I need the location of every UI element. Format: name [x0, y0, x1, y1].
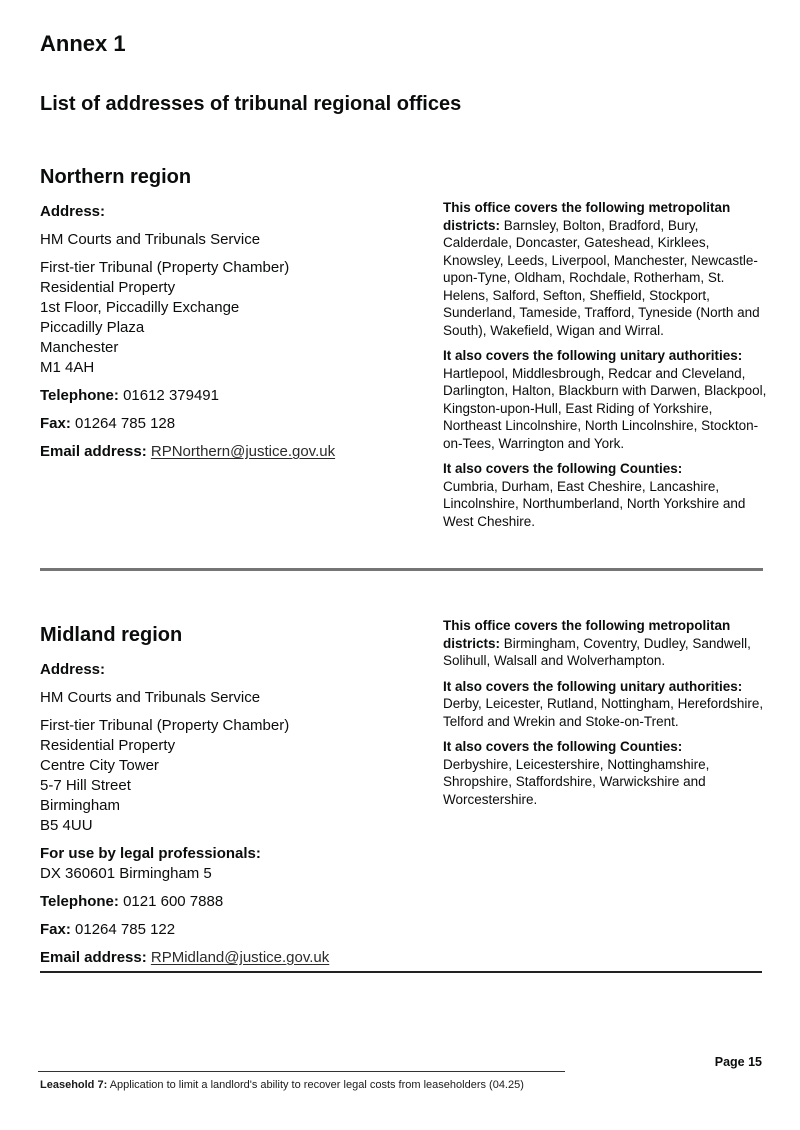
- coverage-paragraph: [443, 678, 769, 731]
- telephone-row: [40, 892, 438, 912]
- coverage-paragraph: [443, 199, 769, 339]
- coverage-text: Birmingham, Coventry, Dudley, Sandwell, Solihull, Walsall and Wolverhampton.: [443, 635, 751, 668]
- address-line: B5 4UU: [40, 817, 93, 834]
- region-heading: Midland region: [40, 624, 183, 646]
- coverage-text: Derby, Leicester, Rutland, Nottingham, Herefordshire, Telford and Wrekin and Stoke-on-Trent.: [443, 696, 764, 729]
- coverage-column: [443, 617, 769, 816]
- section-divider: [40, 568, 763, 571]
- fax-row: [40, 920, 438, 940]
- telephone-label: Telephone:: [40, 893, 119, 910]
- region-heading: Northern region: [40, 166, 192, 188]
- coverage-paragraph: [443, 617, 769, 670]
- coverage-paragraph: [443, 347, 769, 452]
- address-line: M1 4AH: [40, 359, 95, 376]
- footnote: [40, 1078, 524, 1092]
- address-column: [40, 165, 438, 470]
- org-line: HM Courts and Tribunals Service: [40, 231, 261, 248]
- address-label: Address:: [40, 203, 106, 220]
- address-line: Birmingham: [40, 797, 121, 814]
- email-row: [40, 442, 438, 462]
- address-column: [40, 623, 438, 976]
- fax-value: 01264 785 122: [75, 921, 176, 938]
- address-line: First-tier Tribunal (Property Chamber): [40, 259, 290, 276]
- coverage-lead: It also covers the following Counties:: [443, 739, 683, 754]
- email-row: [40, 948, 438, 968]
- address-line: Piccadilly Plaza: [40, 319, 145, 336]
- address-line: Residential Property: [40, 737, 176, 754]
- address-line: Centre City Tower: [40, 757, 159, 774]
- email-label: Email address:: [40, 949, 147, 966]
- fax-row: [40, 414, 438, 434]
- telephone-value: 0121 600 7888: [123, 893, 224, 910]
- dx-line: DX 360601 Birmingham 5: [40, 865, 212, 882]
- address-label: Address:: [40, 661, 106, 678]
- address-line: Manchester: [40, 339, 119, 356]
- page-title: Annex 1: [40, 31, 126, 56]
- coverage-paragraph: [443, 460, 769, 530]
- email-link[interactable]: RPMidland@justice.gov.uk: [150, 949, 330, 966]
- telephone-row: [40, 386, 438, 406]
- coverage-lead: This office covers the following metropolitan districts:: [443, 200, 731, 233]
- address-block: [40, 716, 438, 836]
- section-divider: [40, 971, 762, 973]
- coverage-column: [443, 199, 769, 538]
- address-line: First-tier Tribunal (Property Chamber): [40, 717, 290, 734]
- footnote-rule: [38, 1071, 565, 1072]
- address-line: Residential Property: [40, 279, 176, 296]
- coverage-paragraph: [443, 738, 769, 808]
- coverage-lead: It also covers the following unitary authorities:: [443, 348, 743, 363]
- footnote-text: Application to limit a landlord's ability to recover legal costs from leaseholders (04.25): [109, 1079, 524, 1091]
- coverage-text: Hartlepool, Middlesbrough, Redcar and Cleveland, Darlington, Halton, Blackburn with Darwen, Blackpool, Kingston-upon-Hull, East Riding of Yorkshire, Northeast Lincolnshire, North Lincolnshire, Stockton-on-Tees, Warrington and York.: [443, 365, 767, 451]
- coverage-lead: This office covers the following metropolitan districts:: [443, 618, 731, 651]
- coverage-text: Derbyshire, Leicestershire, Nottinghamshire, Shropshire, Staffordshire, Warwickshire and Worcestershire.: [443, 756, 710, 807]
- fax-label: Fax:: [40, 921, 71, 938]
- email-link[interactable]: RPNorthern@justice.gov.uk: [150, 443, 336, 460]
- telephone-label: Telephone:: [40, 387, 119, 404]
- legal-label: For use by legal professionals:: [40, 845, 261, 862]
- address-block: [40, 258, 438, 378]
- footnote-label: Leasehold 7:: [40, 1079, 108, 1091]
- telephone-value: 01612 379491: [123, 387, 219, 404]
- address-line: 5-7 Hill Street: [40, 777, 131, 794]
- org-line: HM Courts and Tribunals Service: [40, 689, 261, 706]
- fax-value: 01264 785 128: [75, 415, 176, 432]
- coverage-lead: It also covers the following Counties:: [443, 461, 683, 476]
- coverage-text: Cumbria, Durham, East Cheshire, Lancashire, Lincolnshire, Northumberland, North Yorkshire and West Cheshire.: [443, 478, 746, 529]
- page-subtitle: List of addresses of tribunal regional offices: [40, 93, 462, 115]
- legal-professionals-row: [40, 844, 438, 884]
- address-line: 1st Floor, Piccadilly Exchange: [40, 299, 240, 316]
- fax-label: Fax:: [40, 415, 71, 432]
- email-label: Email address:: [40, 443, 147, 460]
- page-number: Page 15: [714, 1055, 762, 1069]
- coverage-lead: It also covers the following unitary authorities:: [443, 678, 743, 694]
- coverage-text: Barnsley, Bolton, Bradford, Bury, Calderdale, Doncaster, Gateshead, Kirklees, Knowsley, Leeds, Liverpool, Manchester, Newcastle-upon-Tyne, Oldham, Rochdale, Rotherham, St. Helens, Salford, Sefton, Sheffield, Stockport, Sunderland, Tameside, Trafford, Tyneside (North and South), Wakefield, Wigan and Wirral.: [443, 217, 760, 338]
